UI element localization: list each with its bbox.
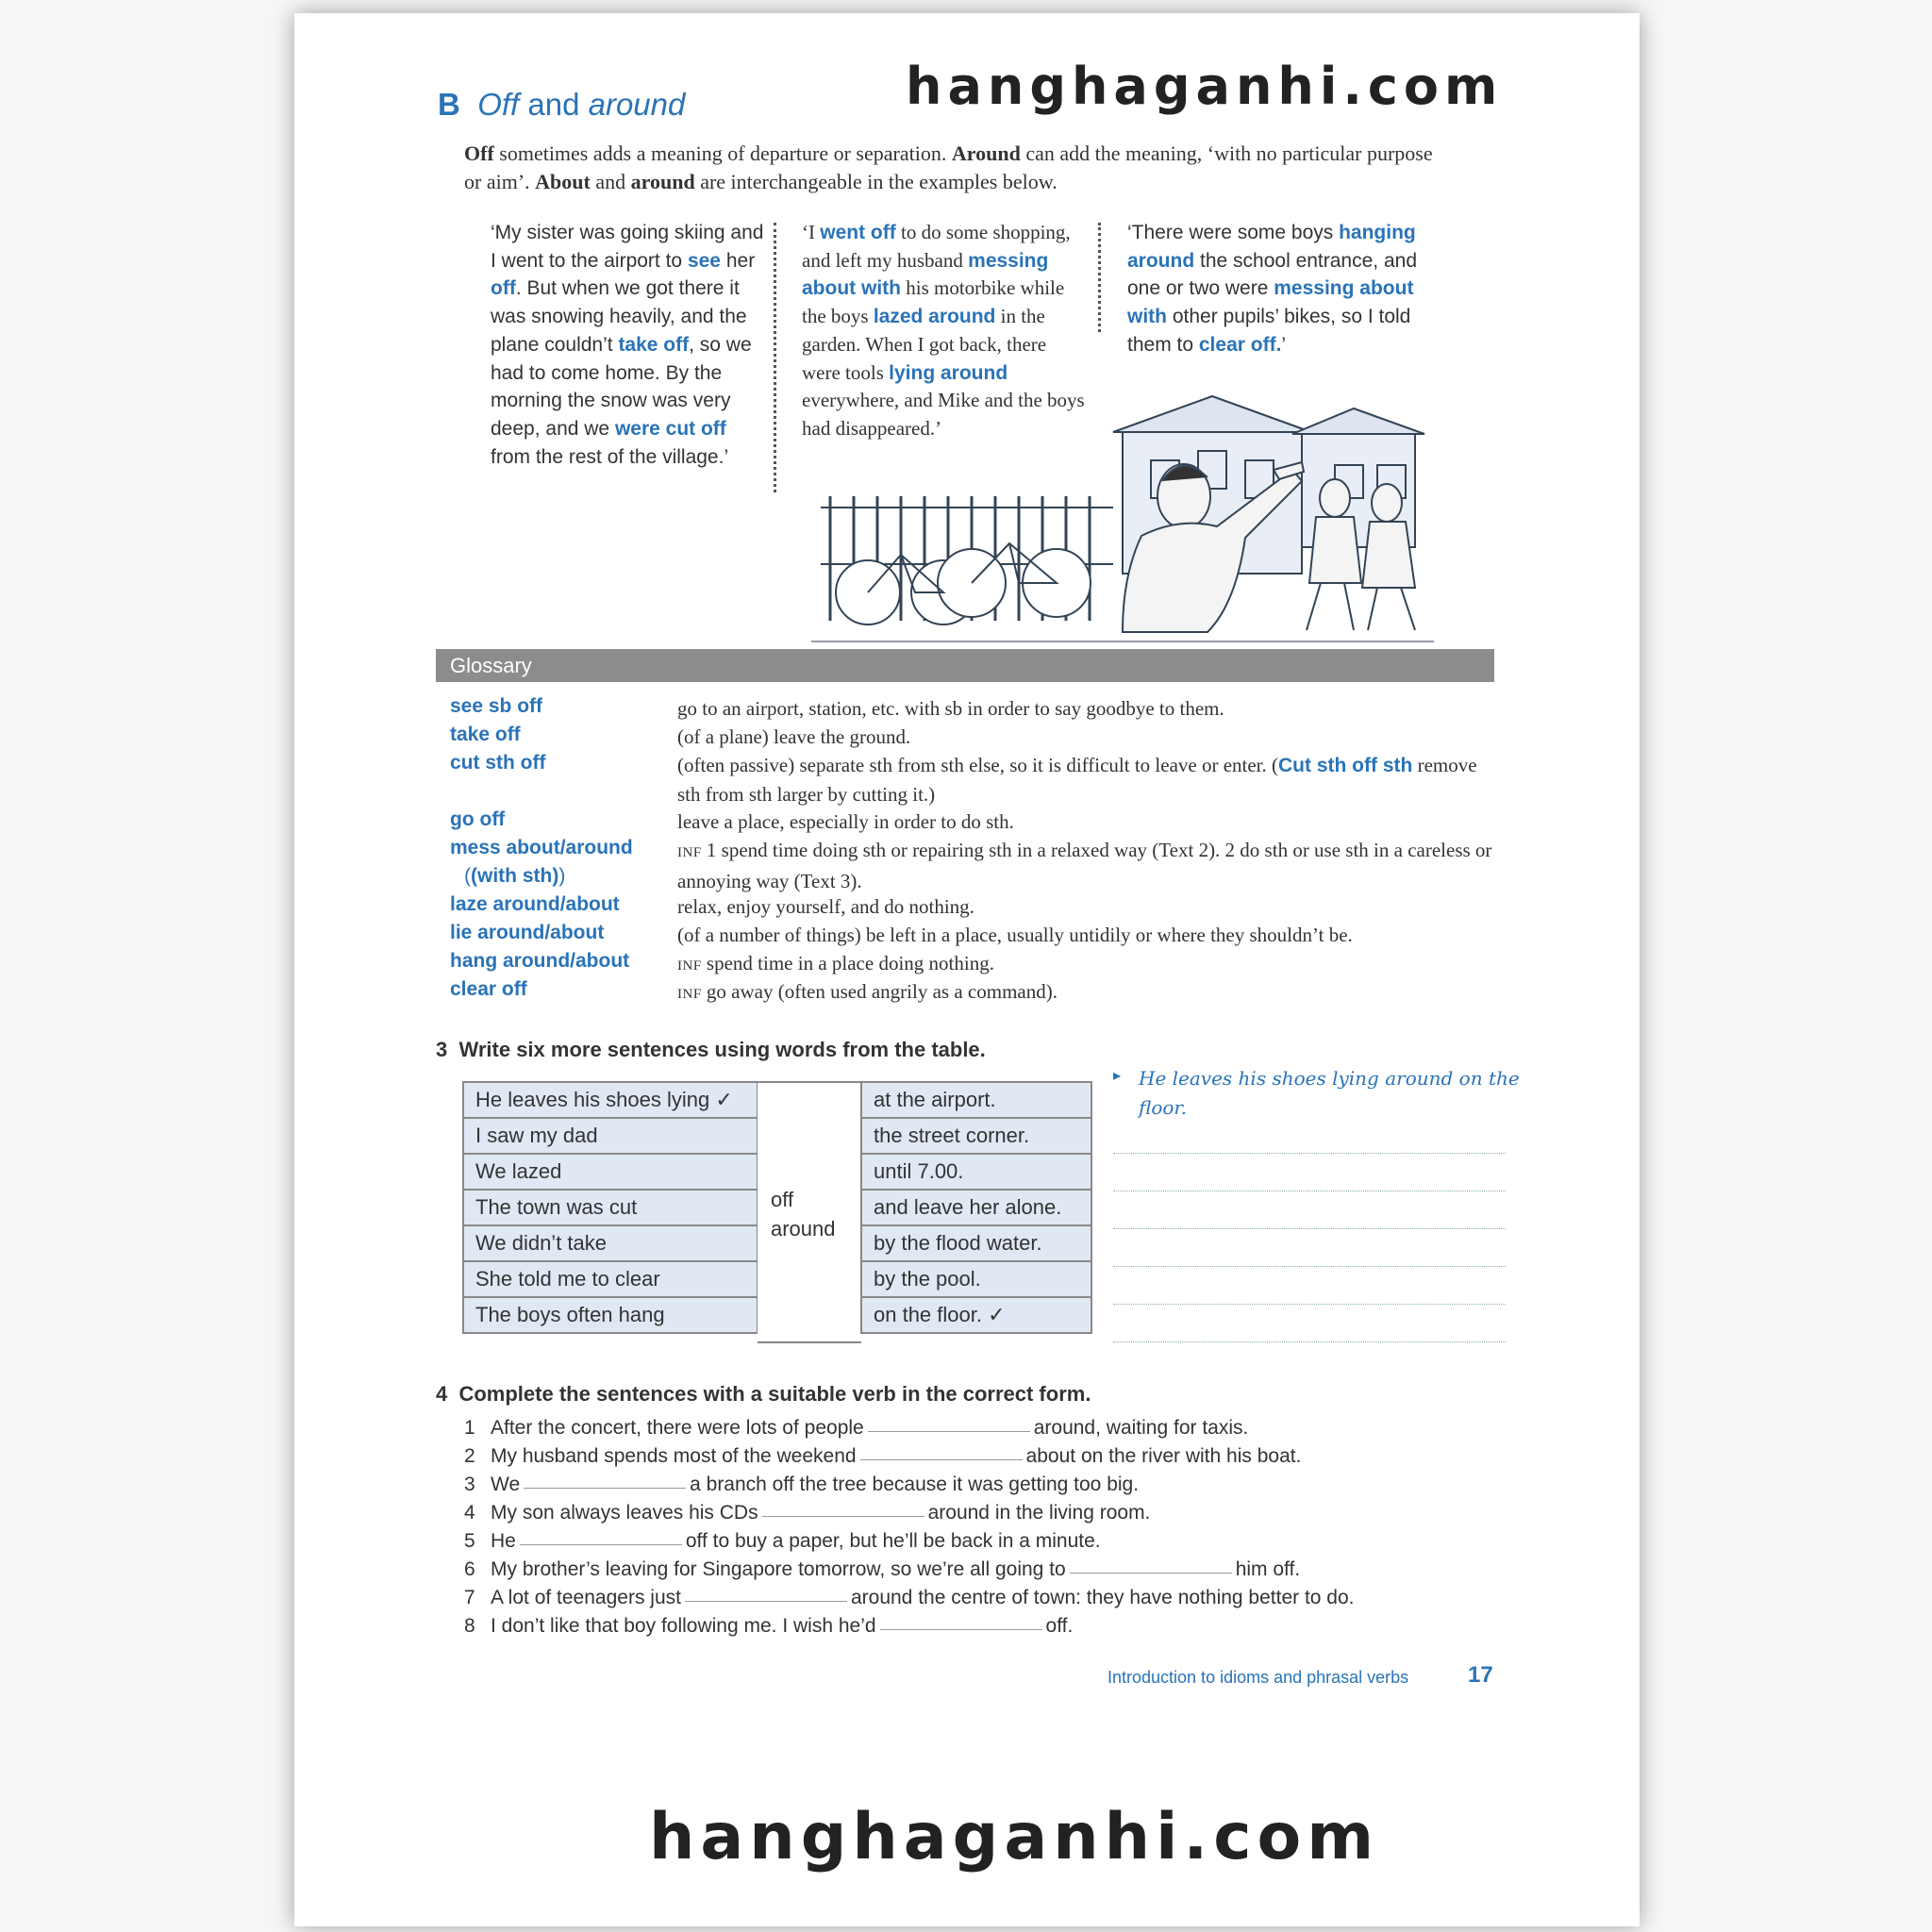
glossary-header xyxy=(436,649,1494,682)
gloss-term-8: hang around/about xyxy=(450,950,630,972)
ex4-item-7 xyxy=(464,1587,1355,1609)
intro-text-1: sometimes adds a meaning of departure or separation. xyxy=(493,142,952,165)
answer-line-1[interactable] xyxy=(1113,1153,1506,1154)
ex4-num-4: 4 xyxy=(464,1502,475,1524)
ex4-text-8a: I don’t like that boy following me. I wish he’d xyxy=(491,1615,876,1637)
ex4-blank-4[interactable] xyxy=(762,1515,924,1517)
story-divider-1 xyxy=(774,223,776,492)
gloss-def-9-inf: INF xyxy=(677,987,702,1002)
s2-k5: lazed around xyxy=(873,306,996,328)
gloss-def-9 xyxy=(677,977,1498,1008)
ex4-blank-8[interactable] xyxy=(880,1628,1042,1630)
exercise-4-instruction: Complete the sentences with a suitable verb in the correct form. xyxy=(458,1382,1091,1406)
watermark-top: hanghaganhi.com xyxy=(906,57,1504,116)
s1-t6: , so we had to come home. By the morning the snow was very deep, and we xyxy=(491,333,752,440)
intro-off: Off xyxy=(464,142,494,165)
s1-t2: her xyxy=(721,249,756,272)
gloss-term-2: take off xyxy=(450,724,521,745)
ex4-item-2 xyxy=(464,1445,1301,1468)
gloss-def-6: relax, enjoy yourself, and do nothing. xyxy=(677,895,974,918)
ex4-text-2b: about on the river with his boat. xyxy=(1025,1445,1302,1467)
ex4-text-1a: After the concert, there were lots of people xyxy=(491,1417,864,1439)
answer-line-5[interactable] xyxy=(1113,1304,1506,1305)
ex4-item-6 xyxy=(464,1558,1300,1581)
s1-t8: from the rest of the village.’ xyxy=(491,445,729,468)
ex4-text-4b: around in the living room. xyxy=(927,1502,1151,1524)
s1-k5: take off xyxy=(618,333,690,356)
gloss-term-1: see sb off xyxy=(450,695,543,717)
ex4-num-2: 2 xyxy=(464,1445,475,1467)
example-marker-icon: ▸ xyxy=(1113,1068,1122,1084)
s3-t6: ’ xyxy=(1281,333,1287,356)
ex4-num-6: 6 xyxy=(464,1558,475,1580)
section-letter: B xyxy=(438,87,460,122)
exercise-4-number: 4 xyxy=(436,1382,448,1406)
s2-k7: lying around xyxy=(889,361,1008,384)
exercise-3-number: 3 xyxy=(436,1038,448,1061)
gloss-def-1: go to an airport, station, etc. with sb in order to say goodbye to them. xyxy=(677,697,1224,720)
gloss-term-9: clear off xyxy=(450,978,527,1000)
left-cell-3: We lazed xyxy=(463,1154,758,1190)
right-cell-5: by the flood water. xyxy=(861,1225,1091,1261)
left-cell-5: We didn’t take xyxy=(463,1225,758,1261)
ex4-text-2a: My husband spends most of the weekend xyxy=(491,1445,857,1467)
intro-about: About xyxy=(535,170,591,193)
left-cell-1: He leaves his shoes lying ✓ xyxy=(463,1082,758,1118)
match-table-middle xyxy=(758,1081,861,1343)
ex4-blank-1[interactable] xyxy=(868,1430,1030,1432)
gloss-term-6: laze around/about xyxy=(450,893,620,915)
gloss-def-8-inf: INF xyxy=(677,958,702,974)
school-gate-illustration xyxy=(811,394,1434,647)
left-cell-6: She told me to clear xyxy=(463,1261,758,1297)
glossary-title: Glossary xyxy=(450,654,532,677)
gloss-term-7: lie around/about xyxy=(450,922,605,943)
right-cell-1: at the airport. xyxy=(861,1082,1091,1118)
right-cell-2: the street corner. xyxy=(861,1118,1091,1154)
gloss-def-2: (of a plane) leave the ground. xyxy=(677,725,911,748)
s2-t4: his motorbike while the boys xyxy=(802,276,1065,328)
exercise-3-instruction: Write six more sentences using words from the table. xyxy=(458,1038,986,1061)
gloss-term-4: go off xyxy=(450,808,506,830)
ex4-text-8b: off. xyxy=(1045,1615,1074,1637)
intro-text-4: are interchangeable in the examples below. xyxy=(694,170,1058,193)
s2-t0: ‘I xyxy=(802,221,821,243)
gloss-term-3: cut sth off xyxy=(450,752,546,774)
intro-text-3: and xyxy=(590,170,631,193)
gloss-def-3-key: Cut sth off sth xyxy=(1278,755,1413,776)
s1-t0: ‘My sister was going skiing and I went to the airport to xyxy=(491,222,764,272)
right-cell-3: until 7.00. xyxy=(861,1154,1091,1190)
intro-text-2: can add the meaning, ‘with no particular purpose or aim’. xyxy=(464,142,1433,193)
ex4-item-5 xyxy=(464,1530,1101,1553)
s1-k7: were cut off xyxy=(614,417,726,440)
gloss-def-8 xyxy=(677,949,1498,980)
gloss-def-9-text: go away (often used angrily as a command). xyxy=(701,980,1058,1003)
left-cell-4: The town was cut xyxy=(463,1190,758,1225)
s2-t6: in the garden. When I got back, there were tools xyxy=(802,305,1047,384)
ex4-num-1: 1 xyxy=(464,1417,475,1439)
gloss-def-3-text: (often passive) separate sth from sth else, so it is difficult to leave or enter. ( xyxy=(677,754,1279,776)
gloss-def-5-text: 1 spend time doing sth or repairing sth in a relaxed way (Text 2). 2 do sth or use sth in a careless or annoying way (Text 3). xyxy=(677,839,1492,892)
example-answer: He leaves his shoes lying around on the floor. xyxy=(1139,1067,1520,1119)
exercise-4-title xyxy=(436,1382,1091,1407)
match-table-left xyxy=(462,1081,758,1334)
ex4-blank-7[interactable] xyxy=(685,1600,847,1602)
ex4-text-7b: around the centre of town: they have nothing better to do. xyxy=(850,1587,1355,1608)
ex4-blank-6[interactable] xyxy=(1070,1572,1232,1574)
watermark-bottom: hanghaganhi.com xyxy=(649,1800,1380,1874)
match-table-right xyxy=(860,1081,1092,1334)
ex4-blank-5[interactable] xyxy=(520,1543,682,1545)
intro-paragraph xyxy=(464,140,1445,196)
answer-line-3[interactable] xyxy=(1113,1228,1506,1229)
gloss-def-5 xyxy=(677,836,1498,895)
s3-k5: clear off. xyxy=(1198,333,1282,356)
s2-k3: messing about with xyxy=(802,249,1049,300)
ex4-text-3b: a branch off the tree because it was getting too big. xyxy=(690,1474,1140,1495)
gloss-def-7: (of a number of things) be left in a place, usually untidily or where they shouldn’t be. xyxy=(677,924,1353,946)
gloss-term-5b: ((with sth)) xyxy=(464,865,566,887)
section-title-around: around xyxy=(588,87,686,122)
ex4-text-6b: him off. xyxy=(1235,1558,1301,1580)
middle-word-around: around xyxy=(771,1217,836,1241)
ex4-text-4a: My son always leaves his CDs xyxy=(491,1502,758,1524)
s3-t0: ‘There were some boys xyxy=(1127,222,1340,243)
footer-book-title: Introduction to idioms and phrasal verbs xyxy=(1108,1668,1409,1687)
ex4-num-7: 7 xyxy=(464,1587,475,1608)
exercise-3-title xyxy=(436,1038,986,1062)
gloss-def-5-inf: INF xyxy=(677,845,702,860)
s1-t4: . But when we got there it was snowing heavily, and the plane couldn’t xyxy=(491,277,747,356)
gloss-def-8-text: spend time in a place doing nothing. xyxy=(701,952,994,974)
ex4-num-8: 8 xyxy=(464,1615,475,1637)
s1-k1: see xyxy=(687,249,721,272)
gloss-def-3-end: remove sth from sth larger by cutting it.) xyxy=(677,754,1477,806)
ex4-text-6a: My brother’s leaving for Singapore tomorrow, so we’re all going to xyxy=(491,1558,1066,1580)
section-title-off: Off xyxy=(477,87,520,122)
s2-t2: to do some shopping, and left my husband xyxy=(802,221,1071,272)
story-text-1 xyxy=(491,219,770,471)
ex4-num-3: 3 xyxy=(464,1474,475,1495)
answer-line-4[interactable] xyxy=(1113,1266,1506,1267)
left-cell-2: I saw my dad xyxy=(463,1118,758,1154)
ex4-blank-3[interactable] xyxy=(524,1487,686,1489)
s1-k3: off xyxy=(491,277,516,300)
story-text-3 xyxy=(1127,219,1448,359)
ex4-text-1b: around, waiting for taxis. xyxy=(1033,1417,1249,1439)
intro-around-2: around xyxy=(630,170,695,193)
ex4-item-4 xyxy=(464,1502,1150,1524)
ex4-item-3 xyxy=(464,1474,1139,1496)
gloss-term-5b-text: (with sth) xyxy=(471,865,559,887)
intro-around: Around xyxy=(951,142,1021,165)
ex4-text-5a: He xyxy=(491,1530,516,1552)
story-divider-2 xyxy=(1098,223,1101,332)
right-cell-4: and leave her alone. xyxy=(861,1190,1091,1225)
page-number: 17 xyxy=(1468,1662,1493,1688)
ex4-item-8 xyxy=(464,1615,1073,1638)
gloss-term-5: mess about/around xyxy=(450,837,633,858)
ex4-item-1 xyxy=(464,1417,1248,1440)
left-cell-7: The boys often hang xyxy=(463,1297,758,1333)
s3-k3: messing about with xyxy=(1127,277,1414,328)
s3-t2: the school entrance, and one or two were xyxy=(1127,249,1418,300)
gloss-def-3 xyxy=(677,751,1498,808)
s2-k1: went off xyxy=(820,222,896,243)
right-cell-6: by the pool. xyxy=(861,1261,1091,1297)
ex4-text-5b: off to buy a paper, but he’ll be back in a minute. xyxy=(685,1530,1101,1552)
middle-word-off: off xyxy=(771,1188,794,1211)
section-heading xyxy=(438,87,685,123)
s3-t4: other pupils’ bikes, so I told them to xyxy=(1127,306,1411,356)
right-cell-7: on the floor. ✓ xyxy=(861,1297,1091,1333)
s2-t8: everywhere, and Mike and the boys had disappeared.’ xyxy=(802,389,1085,440)
ex4-text-3a: We xyxy=(491,1474,521,1495)
ex4-num-5: 5 xyxy=(464,1530,475,1552)
gloss-def-4: leave a place, especially in order to do sth. xyxy=(677,810,1014,833)
ex4-text-7a: A lot of teenagers just xyxy=(491,1587,681,1608)
answer-line-6[interactable] xyxy=(1113,1341,1506,1342)
section-title-and: and xyxy=(527,87,580,122)
ex4-blank-2[interactable] xyxy=(860,1458,1023,1460)
s3-k1: hanging around xyxy=(1127,222,1416,272)
